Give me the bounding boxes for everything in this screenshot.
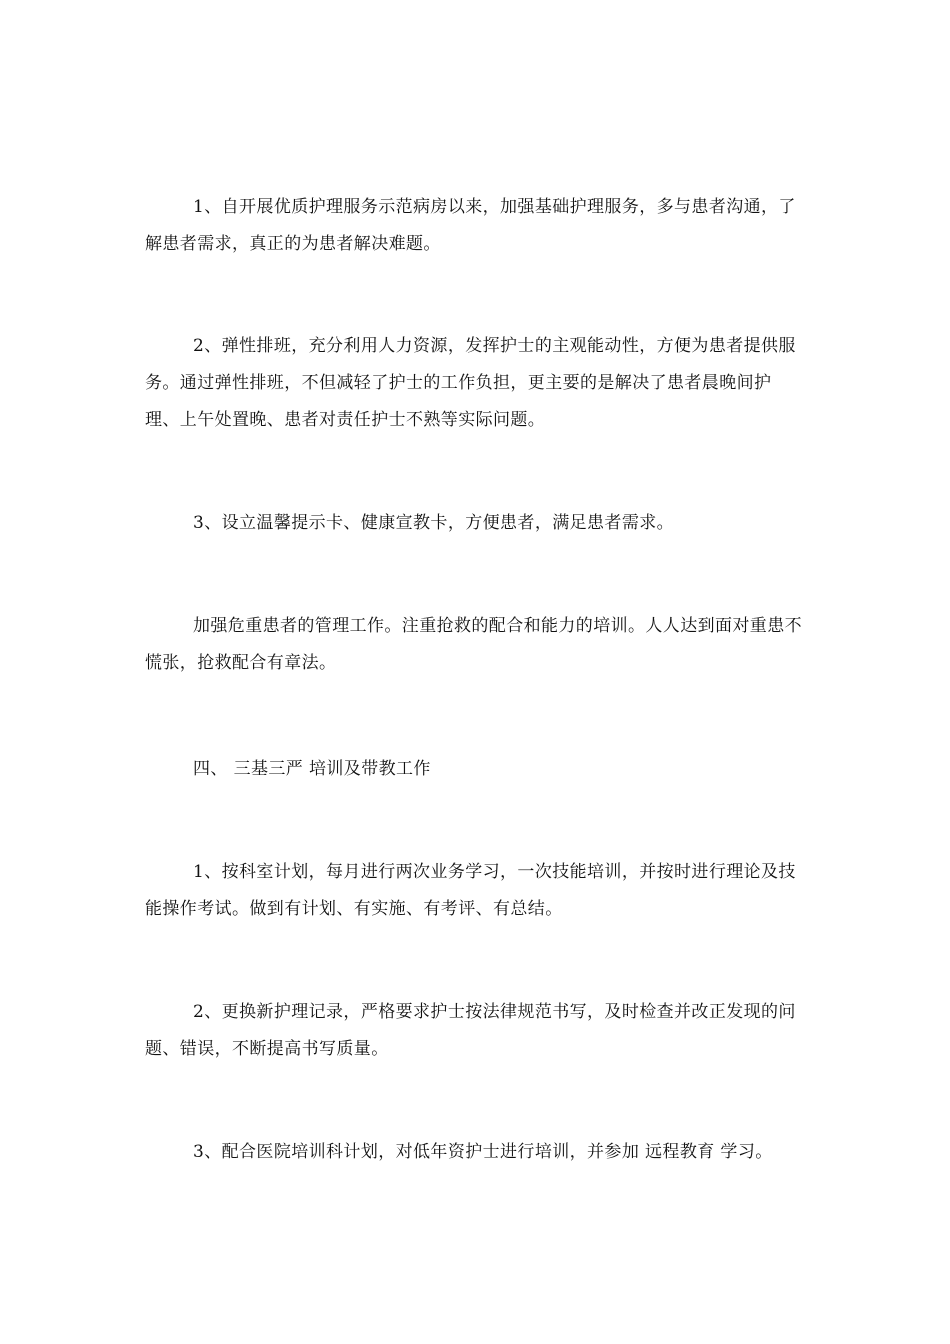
- paragraph-basic-care: 1、自开展优质护理服务示范病房以来，加强基础护理服务，多与患者沟通，了解患者需求，真正的为患者解决难题。: [145, 197, 796, 254]
- paragraph-reminder-cards: 3、设立温馨提示卡、健康宣教卡，方便患者，满足患者需求。: [193, 513, 675, 533]
- paragraph-nursing-records: 2、更换新护理记录，严格要求护士按法律规范书写，及时检查并改正发现的问题、错误，不断提高书写质量。: [145, 1002, 796, 1059]
- paragraph-junior-training: 3、配合医院培训科计划，对低年资护士进行培训，并参加 远程教育 学习。: [193, 1142, 773, 1162]
- paragraph-critical-patients: 加强危重患者的管理工作。注重抢救的配合和能力的培训。人人达到面对重患不慌张，抢救配合有章法。: [145, 616, 802, 673]
- section-heading-training: 四、 三基三严 培训及带教工作: [193, 759, 431, 779]
- paragraph-study-plan: 1、按科室计划，每月进行两次业务学习，一次技能培训，并按时进行理论及技能操作考试。做到有计划、有实施、有考评、有总结。: [145, 862, 796, 919]
- paragraph-flexible-scheduling: 2、弹性排班，充分利用人力资源，发挥护士的主观能动性，方便为患者提供服务。通过弹性排班，不但减轻了护士的工作负担，更主要的是解决了患者晨晚间护理、上午处置晚、患者对责任护士不熟等实际问题。: [145, 336, 796, 430]
